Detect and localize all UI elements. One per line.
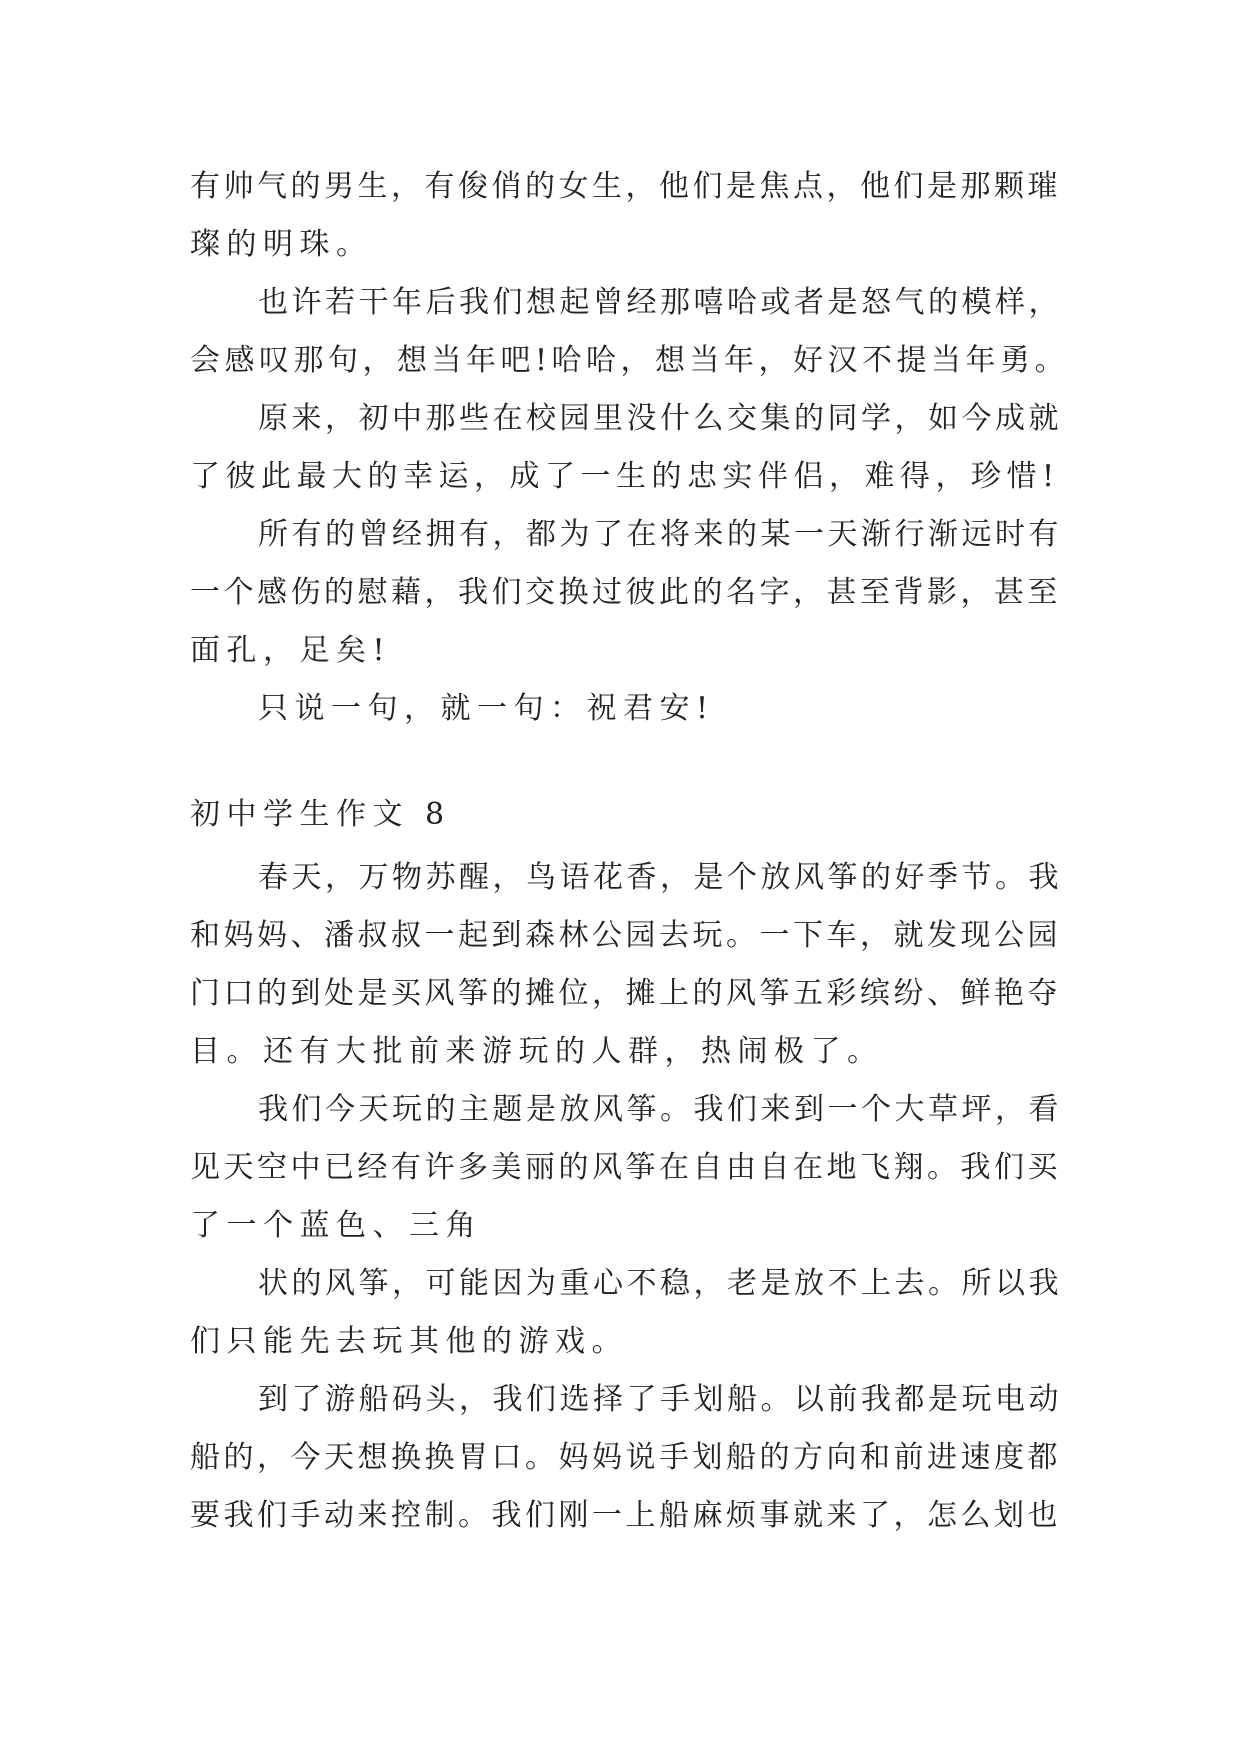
paragraph-line: 了彼此最大的幸运，成了一生的忠实伴侣，难得，珍惜! — [190, 459, 1060, 494]
paragraph-line: 了一个蓝色、三角 — [190, 1208, 482, 1243]
paragraph-line: 一个感伤的慰藉，我们交换过彼此的名字，甚至背影，甚至 — [190, 575, 1061, 610]
paragraph-line: 面孔，足矣! — [190, 633, 392, 668]
paragraph-line: 状的风筝，可能因为重心不稳，老是放不上去。所以我 — [258, 1266, 1062, 1301]
paragraph-line: 春天，万物苏醒，鸟语花香，是个放风筝的好季节。我 — [258, 860, 1062, 895]
paragraph-line: 所有的曾经拥有，都为了在将来的某一天渐行渐远时有 — [258, 517, 1062, 552]
paragraph-line: 也许若干年后我们想起曾经那嘻哈或者是怒气的模样， — [258, 285, 1062, 320]
paragraph-line: 目。还有大批前来游玩的人群，热闹极了。 — [190, 1034, 884, 1069]
paragraph-line: 原来，初中那些在校园里没什么交集的同学，如今成就 — [258, 401, 1062, 436]
paragraph-line: 见天空中已经有许多美丽的风筝在自由自在地飞翔。我们买 — [190, 1150, 1061, 1185]
paragraph-line: 要我们手动来控制。我们刚一上船麻烦事就来了，怎么划也 — [190, 1498, 1061, 1533]
section-title: 初中学生作文 8 — [190, 797, 451, 832]
paragraph-line: 船的，今天想换换胃口。妈妈说手划船的方向和前进速度都 — [190, 1440, 1061, 1475]
paragraph-line: 璨的明珠。 — [190, 227, 373, 262]
paragraph-line: 们只能先去玩其他的游戏。 — [190, 1324, 628, 1359]
paragraph-line: 有帅气的男生，有俊俏的女生，他们是焦点，他们是那颗璀 — [190, 169, 1061, 204]
paragraph-line: 会感叹那句，想当年吧!哈哈，想当年，好汉不提当年勇。 — [190, 343, 1070, 378]
paragraph-line: 门口的到处是买风筝的摊位，摊上的风筝五彩缤纷、鲜艳夺 — [190, 976, 1061, 1011]
paragraph-line: 到了游船码头，我们选择了手划船。以前我都是玩电动 — [258, 1382, 1062, 1417]
paragraph-line: 我们今天玩的主题是放风筝。我们来到一个大草坪，看 — [258, 1092, 1062, 1127]
paragraph-line: 和妈妈、潘叔叔一起到森林公园去玩。一下车，就发现公园 — [190, 918, 1061, 953]
paragraph-line: 只说一句，就一句：祝君安! — [258, 691, 715, 726]
